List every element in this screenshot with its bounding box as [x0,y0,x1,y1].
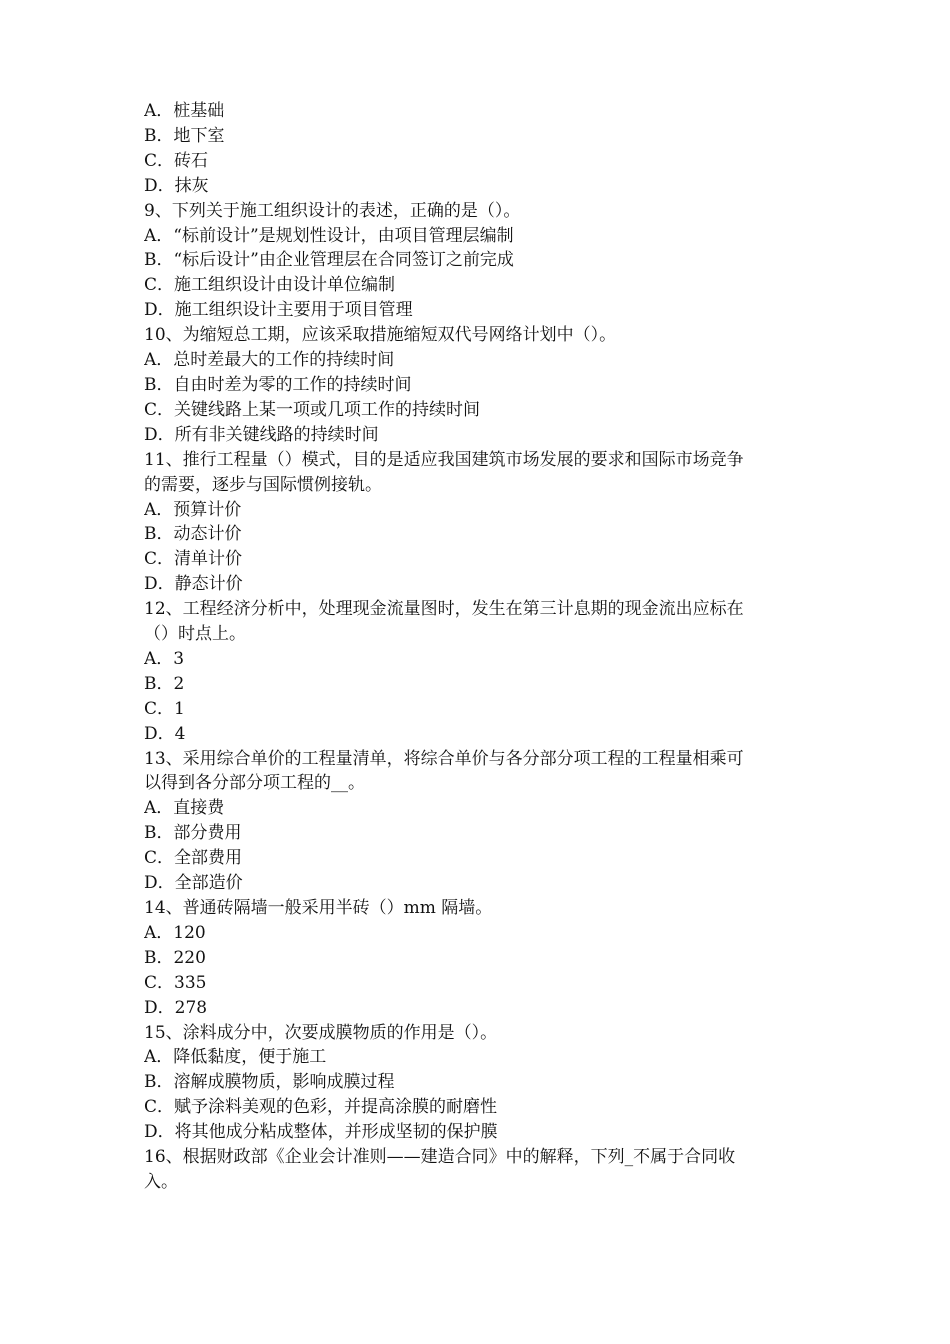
question-line: 9、下列关于施工组织设计的表述，正确的是（）。 [144,200,521,221]
option-line: D．4 [144,723,186,744]
question-line: 10、为缩短总工期，应该采取措施缩短双代号网络计划中（）。 [144,325,617,346]
option-line: C．施工组织设计由设计单位编制 [144,275,396,296]
question-line: 16、根据财政部《企业会计准则——建造合同》中的解释，下列_不属于合同收 [144,1147,736,1168]
question-line: 12、工程经济分析中，处理现金流量图时，发生在第三计息期的现金流出应标在 [144,599,744,620]
option-line: B．“标后设计”由企业管理层在合同签订之前完成 [144,250,514,271]
option-line: B．2 [144,673,185,694]
option-line: C．关键线路上某一项或几项工作的持续时间 [144,399,481,420]
option-line: A．预算计价 [144,499,242,520]
option-line: C．335 [144,972,207,993]
option-line: A．3 [144,648,185,669]
option-line: D．施工组织设计主要用于项目管理 [144,300,413,321]
option-line: B．地下室 [144,125,225,146]
document-page [144,99,816,1195]
option-line: A．直接费 [144,798,225,819]
option-line: D．静态计价 [144,574,243,595]
option-line: B．动态计价 [144,524,242,545]
option-line: B．溶解成膜物质，影响成膜过程 [144,1072,395,1093]
option-line: B．220 [144,947,206,968]
question-line: 15、涂料成分中，次要成膜物质的作用是（）。 [144,1022,498,1043]
option-line: D．所有非关键线路的持续时间 [144,424,379,445]
option-line: A．120 [144,922,206,943]
question-line-continued: 以得到各分部分项工程的__。 [144,773,365,794]
question-line-continued: 入。 [144,1171,178,1192]
option-line: C．全部费用 [144,848,243,869]
option-line: D．全部造价 [144,873,243,894]
option-line: C．赋予涂料美观的色彩，并提高涂膜的耐磨性 [144,1097,498,1118]
option-line: C．1 [144,698,185,719]
question-line: 11、推行工程量（）模式，目的是适应我国建筑市场发展的要求和国际市场竞争 [144,449,744,470]
option-line: D．278 [144,997,208,1018]
option-line: D．将其他成分粘成整体，并形成坚韧的保护膜 [144,1122,498,1143]
option-line: A．降低黏度，便于施工 [144,1047,327,1068]
option-line: A．桩基础 [144,101,225,121]
option-line: B．部分费用 [144,823,242,844]
question-line-continued: 的需要，逐步与国际惯例接轨。 [144,474,382,495]
option-line: C．砖石 [144,150,209,171]
option-line: A．“标前设计”是规划性设计，由项目管理层编制 [144,225,514,246]
question-line: 13、采用综合单价的工程量清单，将综合单价与各分部分项工程的工程量相乘可 [144,748,744,769]
question-line: 14、普通砖隔墙一般采用半砖（）mm 隔墙。 [144,898,493,918]
option-line: D．抹灰 [144,175,209,196]
question-line-continued: （）时点上。 [144,624,246,645]
option-line: A．总时差最大的工作的持续时间 [144,350,395,371]
option-line: B．自由时差为零的工作的持续时间 [144,374,412,395]
option-line: C．清单计价 [144,549,243,570]
